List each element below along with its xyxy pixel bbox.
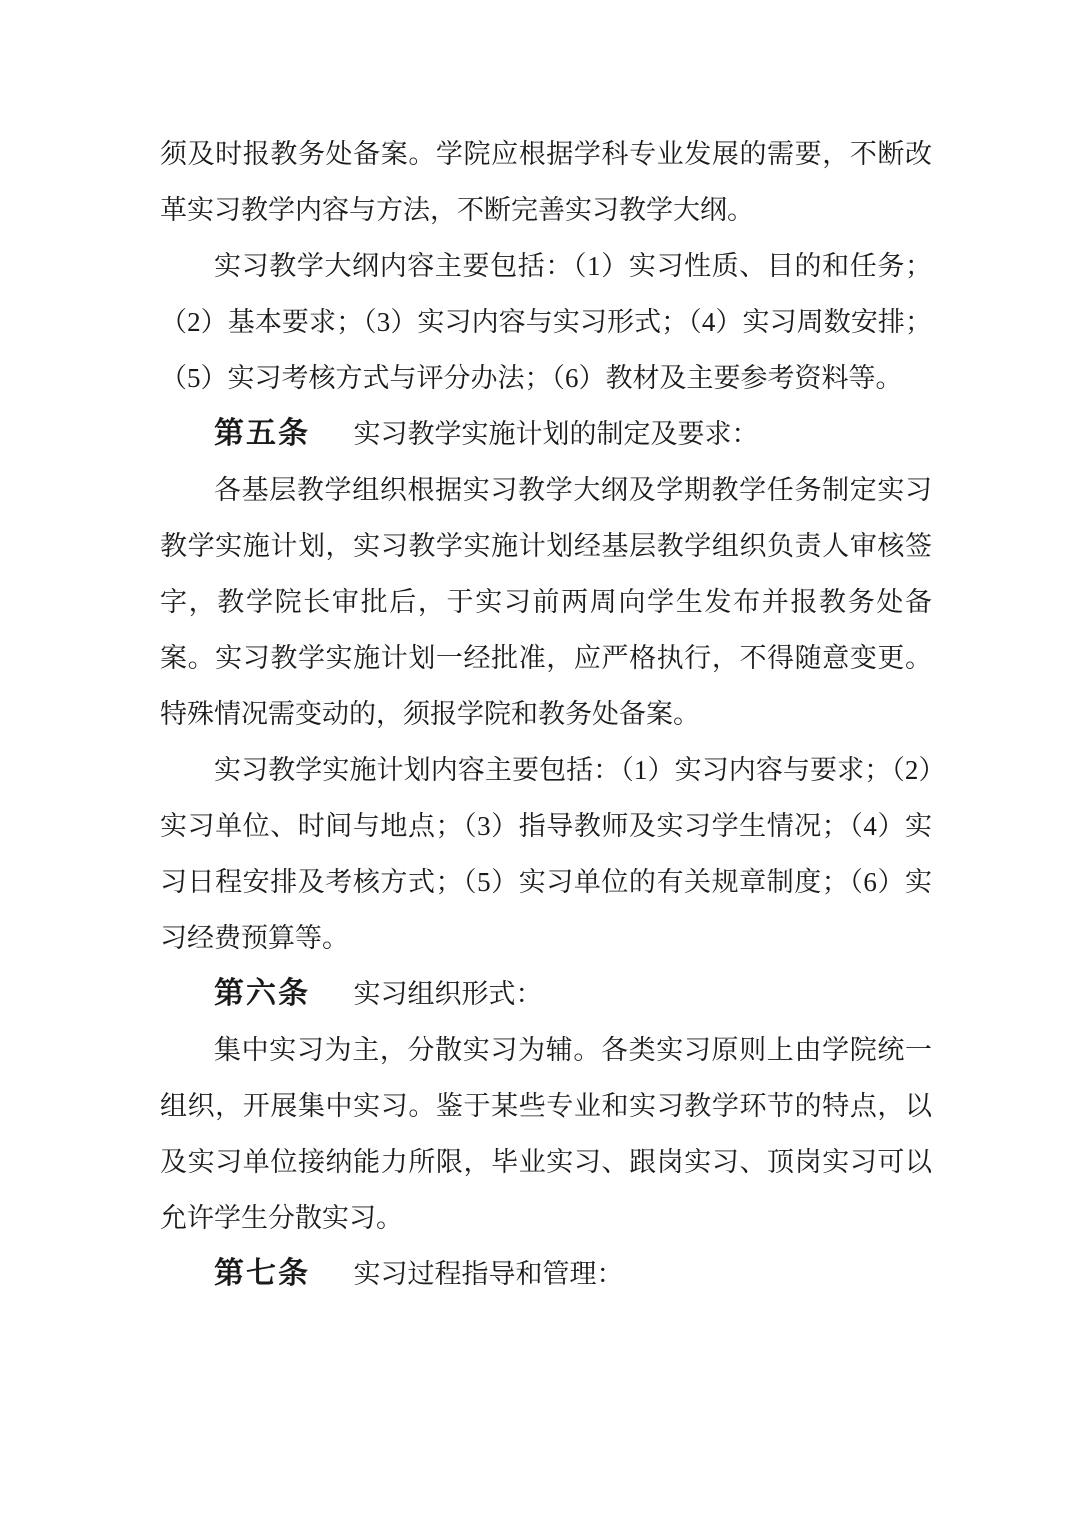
article-title-text: 实习过程指导和管理：	[353, 1259, 624, 1289]
paragraph	[160, 462, 932, 742]
paragraph-text: 实习教学大纲内容主要包括：（1）实习性质、目的和任务；（2）基本要求；（3）实习内容与实习形式；（4）实习周数安排；（5）实习考核方式与评分办法；（6）教材及主要参考资料等。	[160, 251, 932, 393]
article-number: 第七条	[214, 1257, 310, 1290]
paragraph	[160, 126, 932, 238]
paragraph-text: 须及时报教务处备案。学院应根据学科专业发展的需要，不断改革实习教学内容与方法，不断完善实习教学大纲。	[160, 139, 932, 225]
article-title-text: 实习组织形式：	[353, 979, 543, 1009]
article-heading	[160, 1246, 932, 1302]
paragraph-text: 实习教学实施计划内容主要包括：（1）实习内容与要求；（2）实习单位、时间与地点；（3）指导教师及实习学生情况；（4）实习日程安排及考核方式；（5）实习单位的有关规章制度；（6）实习经费预算等。	[160, 755, 932, 953]
document-body	[160, 126, 932, 1302]
paragraph	[160, 238, 932, 406]
article-heading	[160, 966, 932, 1022]
paragraph-text: 各基层教学组织根据实习教学大纲及学期教学任务制定实习教学实施计划，实习教学实施计划经基层教学组织负责人审核签字，教学院长审批后，于实习前两周向学生发布并报教务处备案。实习教学实施计划一经批准，应严格执行，不得随意变更。特殊情况需变动的，须报学院和教务处备案。	[160, 475, 932, 729]
article-number: 第五条	[214, 417, 310, 450]
paragraph	[160, 742, 932, 966]
article-heading	[160, 406, 932, 462]
article-title-text: 实习教学实施计划的制定及要求：	[353, 419, 759, 449]
paragraph	[160, 1022, 932, 1246]
article-number: 第六条	[214, 977, 310, 1010]
paragraph-text: 集中实习为主，分散实习为辅。各类实习原则上由学院统一组织，开展集中实习。鉴于某些专业和实习教学环节的特点，以及实习单位接纳能力所限，毕业实习、跟岗实习、顶岗实习可以允许学生分散实习。	[160, 1035, 932, 1233]
